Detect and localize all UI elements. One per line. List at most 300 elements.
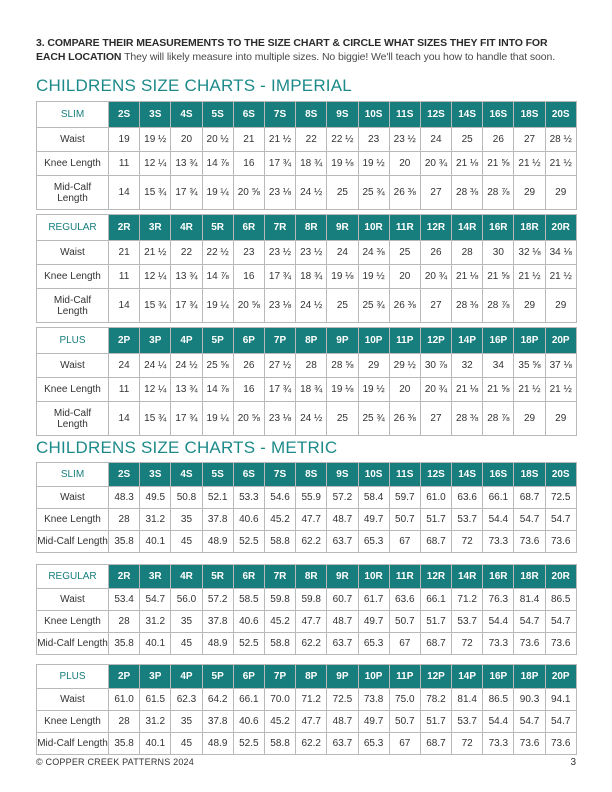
measurement-value: 62.2 [296, 733, 327, 755]
measurement-value: 66.1 [420, 589, 451, 611]
measurement-value: 58.5 [233, 589, 264, 611]
measurement-value: 72 [452, 733, 483, 755]
size-header-8r: 8R [296, 215, 327, 241]
measurement-value: 14 [109, 176, 140, 210]
measurement-value: 57.2 [327, 487, 358, 509]
size-header-14s: 14S [452, 102, 483, 128]
size-header-11s: 11S [389, 463, 420, 487]
size-header-8p: 8P [296, 328, 327, 354]
imperial-regular-table [36, 214, 577, 323]
measurement-value: 48.9 [202, 733, 233, 755]
measurement-value: 73.6 [514, 531, 545, 553]
measurement-value: 45.2 [264, 711, 295, 733]
measurement-value: 27 [420, 176, 451, 210]
measurement-value: 19 ½ [358, 378, 389, 402]
size-header-11r: 11R [389, 565, 420, 589]
measurement-value: 54.7 [545, 509, 576, 531]
metric-section-title: CHILDRENS SIZE CHARTS - METRIC [36, 438, 338, 457]
metric-regular-table [36, 564, 577, 655]
measurement-value: 14 [109, 402, 140, 436]
size-header-4r: 4R [171, 215, 202, 241]
measurement-row [37, 733, 577, 755]
measurement-value: 54.4 [483, 509, 514, 531]
measurement-value: 28 [109, 711, 140, 733]
size-header-4r: 4R [171, 565, 202, 589]
measurement-value: 52.1 [202, 487, 233, 509]
size-header-16s: 16S [483, 463, 514, 487]
measurement-value: 27 [420, 402, 451, 436]
size-header-11s: 11S [389, 102, 420, 128]
measurement-value: 19 ½ [358, 152, 389, 176]
measurement-value: 26 [233, 354, 264, 378]
measurement-value: 19 ¼ [202, 289, 233, 323]
measurement-value: 64.2 [202, 689, 233, 711]
measurement-value: 29 [514, 402, 545, 436]
measurement-value: 24 ⅜ [358, 241, 389, 265]
measurement-value: 15 ¾ [140, 176, 171, 210]
size-header-7r: 7R [264, 215, 295, 241]
measurement-row [37, 611, 577, 633]
measurement-value: 58.8 [264, 531, 295, 553]
measurement-value: 20 [389, 152, 420, 176]
measurement-value: 21 [233, 128, 264, 152]
measurement-value: 19 [109, 128, 140, 152]
measurement-value: 37 ⅛ [545, 354, 576, 378]
size-header-2r: 2R [109, 215, 140, 241]
size-header-row [37, 215, 577, 241]
size-header-6s: 6S [233, 463, 264, 487]
measurement-row [37, 265, 577, 289]
imperial-plus-table [36, 327, 577, 436]
measurement-value: 54.4 [483, 611, 514, 633]
measurement-value: 34 ⅛ [545, 241, 576, 265]
measurement-value: 28 ⅝ [327, 354, 358, 378]
measurement-value: 73.6 [514, 733, 545, 755]
size-header-20r: 20R [545, 215, 576, 241]
measurement-value: 35 [171, 509, 202, 531]
measurement-value: 29 [514, 176, 545, 210]
measurement-value: 21 ½ [545, 378, 576, 402]
measurement-value: 20 ¾ [420, 152, 451, 176]
size-header-10r: 10R [358, 565, 389, 589]
measurement-row [37, 633, 577, 655]
measurement-value: 73.3 [483, 531, 514, 553]
size-header-10r: 10R [358, 215, 389, 241]
size-header-5r: 5R [202, 215, 233, 241]
measurement-value: 61.0 [420, 487, 451, 509]
size-header-3p: 3P [140, 665, 171, 689]
measurement-value: 21 [109, 241, 140, 265]
measurement-row [37, 711, 577, 733]
measurement-value: 35 [171, 711, 202, 733]
measurement-value: 20 ⅝ [233, 402, 264, 436]
measurement-row [37, 241, 577, 265]
measurement-value: 11 [109, 152, 140, 176]
measurement-value: 73.8 [358, 689, 389, 711]
size-header-4p: 4P [171, 665, 202, 689]
measurement-value: 34 [483, 354, 514, 378]
measurement-value: 22 [171, 241, 202, 265]
size-header-12p: 12P [420, 665, 451, 689]
measurement-value: 62.2 [296, 633, 327, 655]
measurement-value: 24 ¼ [140, 354, 171, 378]
measurement-value: 21 ⅛ [452, 265, 483, 289]
measurement-value: 23 ½ [389, 128, 420, 152]
measurement-value: 50.8 [171, 487, 202, 509]
measurement-value: 54.6 [264, 487, 295, 509]
size-header-10s: 10S [358, 102, 389, 128]
measurement-value: 26 [420, 241, 451, 265]
measurement-value: 90.3 [514, 689, 545, 711]
measurement-value: 37.8 [202, 611, 233, 633]
measurement-value: 29 [545, 402, 576, 436]
size-header-12r: 12R [420, 565, 451, 589]
measurement-value: 61.0 [109, 689, 140, 711]
measurement-value: 52.5 [233, 633, 264, 655]
measurement-value: 45.2 [264, 611, 295, 633]
measurement-value: 58.8 [264, 733, 295, 755]
measurement-value: 40.6 [233, 509, 264, 531]
measurement-value: 28 [109, 611, 140, 633]
instruction-paragraph [36, 36, 576, 64]
measurement-label: Knee Length [37, 509, 109, 531]
measurement-value: 35 ⅝ [514, 354, 545, 378]
size-header-16p: 16P [483, 328, 514, 354]
size-header-16s: 16S [483, 102, 514, 128]
instruction-heading: 3. COMPARE THEIR MEASUREMENTS TO THE SIZE CHART & CIRCLE WHAT SIZES THEY FIT INTO FOR EACH LOCATION [36, 37, 548, 63]
measurement-row [37, 128, 577, 152]
measurement-value: 68.7 [420, 531, 451, 553]
measurement-value: 11 [109, 378, 140, 402]
size-header-18r: 18R [514, 565, 545, 589]
measurement-value: 54.7 [545, 611, 576, 633]
measurement-value: 30 [483, 241, 514, 265]
fit-label: REGULAR [37, 565, 109, 589]
measurement-value: 86.5 [483, 689, 514, 711]
measurement-value: 17 ¾ [171, 289, 202, 323]
measurement-value: 47.7 [296, 711, 327, 733]
measurement-value: 25 [389, 241, 420, 265]
measurement-value: 54.7 [140, 589, 171, 611]
measurement-row [37, 509, 577, 531]
measurement-label: Knee Length [37, 152, 109, 176]
measurement-label: Knee Length [37, 611, 109, 633]
measurement-label: Mid-Calf Length [37, 289, 109, 323]
measurement-value: 19 ¼ [202, 402, 233, 436]
measurement-value: 21 ½ [264, 128, 295, 152]
measurement-label: Waist [37, 689, 109, 711]
measurement-value: 66.1 [233, 689, 264, 711]
measurement-value: 26 ⅜ [389, 402, 420, 436]
measurement-value: 20 ¾ [420, 265, 451, 289]
size-header-11p: 11P [389, 665, 420, 689]
measurement-value: 50.7 [389, 509, 420, 531]
measurement-value: 21 ⅝ [483, 152, 514, 176]
measurement-value: 58.8 [264, 633, 295, 655]
fit-label: PLUS [37, 665, 109, 689]
measurement-value: 40.6 [233, 611, 264, 633]
measurement-value: 25 [327, 289, 358, 323]
size-header-7s: 7S [264, 463, 295, 487]
measurement-value: 57.2 [202, 589, 233, 611]
measurement-value: 65.3 [358, 733, 389, 755]
measurement-value: 49.7 [358, 509, 389, 531]
measurement-value: 61.5 [140, 689, 171, 711]
measurement-value: 65.3 [358, 633, 389, 655]
measurement-value: 29 [545, 289, 576, 323]
measurement-value: 25 [327, 176, 358, 210]
size-header-11r: 11R [389, 215, 420, 241]
measurement-value: 24 ½ [296, 402, 327, 436]
measurement-value: 17 ¾ [171, 402, 202, 436]
size-header-18r: 18R [514, 215, 545, 241]
measurement-value: 53.7 [452, 711, 483, 733]
measurement-value: 67 [389, 633, 420, 655]
measurement-value: 62.3 [171, 689, 202, 711]
measurement-value: 51.7 [420, 711, 451, 733]
measurement-value: 14 ⅞ [202, 265, 233, 289]
fit-label: REGULAR [37, 215, 109, 241]
imperial-section-title: CHILDRENS SIZE CHARTS - IMPERIAL [36, 76, 352, 95]
measurement-value: 23 [233, 241, 264, 265]
measurement-value: 23 ½ [264, 241, 295, 265]
measurement-value: 17 ¾ [264, 265, 295, 289]
measurement-value: 28 ⅜ [452, 176, 483, 210]
measurement-value: 13 ¾ [171, 265, 202, 289]
measurement-value: 32 [452, 354, 483, 378]
measurement-value: 48.7 [327, 611, 358, 633]
size-header-7p: 7P [264, 328, 295, 354]
size-header-2p: 2P [109, 665, 140, 689]
measurement-value: 25 ¾ [358, 402, 389, 436]
size-header-3r: 3R [140, 215, 171, 241]
measurement-value: 22 ½ [202, 241, 233, 265]
size-header-8s: 8S [296, 102, 327, 128]
measurement-label: Knee Length [37, 711, 109, 733]
measurement-value: 48.3 [109, 487, 140, 509]
size-header-row [37, 665, 577, 689]
size-header-4s: 4S [171, 463, 202, 487]
size-header-14r: 14R [452, 565, 483, 589]
measurement-row [37, 531, 577, 553]
measurement-value: 26 ⅜ [389, 176, 420, 210]
measurement-value: 68.7 [420, 733, 451, 755]
measurement-label: Mid-Calf Length [37, 176, 109, 210]
size-header-8r: 8R [296, 565, 327, 589]
measurement-label: Knee Length [37, 265, 109, 289]
size-header-20r: 20R [545, 565, 576, 589]
size-header-row [37, 328, 577, 354]
measurement-value: 25 [452, 128, 483, 152]
measurement-value: 53.7 [452, 611, 483, 633]
measurement-value: 73.6 [545, 531, 576, 553]
measurement-value: 21 ⅝ [483, 378, 514, 402]
measurement-value: 32 ⅛ [514, 241, 545, 265]
measurement-value: 35.8 [109, 733, 140, 755]
measurement-value: 72 [452, 633, 483, 655]
size-header-14p: 14P [452, 328, 483, 354]
measurement-value: 49.7 [358, 711, 389, 733]
measurement-value: 59.8 [296, 589, 327, 611]
measurement-value: 54.7 [514, 611, 545, 633]
measurement-value: 24 ½ [296, 289, 327, 323]
measurement-value: 45.2 [264, 509, 295, 531]
measurement-value: 54.7 [545, 711, 576, 733]
measurement-value: 40.1 [140, 733, 171, 755]
measurement-value: 26 ⅜ [389, 289, 420, 323]
measurement-value: 24 ½ [171, 354, 202, 378]
measurement-value: 17 ¾ [264, 378, 295, 402]
measurement-value: 13 ¾ [171, 378, 202, 402]
imperial-slim-table [36, 101, 577, 210]
measurement-label: Waist [37, 241, 109, 265]
measurement-value: 73.3 [483, 633, 514, 655]
size-header-4p: 4P [171, 328, 202, 354]
measurement-row [37, 487, 577, 509]
measurement-value: 50.7 [389, 611, 420, 633]
measurement-value: 45 [171, 531, 202, 553]
measurement-value: 48.9 [202, 633, 233, 655]
measurement-value: 65.3 [358, 531, 389, 553]
size-header-20p: 20P [545, 665, 576, 689]
measurement-value: 21 ½ [545, 152, 576, 176]
size-header-11p: 11P [389, 328, 420, 354]
measurement-label: Mid-Calf Length [37, 531, 109, 553]
measurement-value: 28 [452, 241, 483, 265]
measurement-value: 14 ⅞ [202, 152, 233, 176]
size-header-7r: 7R [264, 565, 295, 589]
size-header-8p: 8P [296, 665, 327, 689]
measurement-value: 12 ¼ [140, 152, 171, 176]
measurement-row [37, 354, 577, 378]
measurement-label: Waist [37, 128, 109, 152]
measurement-row [37, 689, 577, 711]
size-header-9s: 9S [327, 463, 358, 487]
measurement-value: 17 ¾ [171, 176, 202, 210]
measurement-value: 11 [109, 265, 140, 289]
measurement-value: 19 ⅛ [327, 152, 358, 176]
measurement-value: 54.7 [514, 711, 545, 733]
size-header-3r: 3R [140, 565, 171, 589]
measurement-value: 29 [358, 354, 389, 378]
measurement-value: 75.0 [389, 689, 420, 711]
measurement-value: 30 ⅞ [420, 354, 451, 378]
measurement-value: 73.6 [545, 633, 576, 655]
measurement-value: 73.6 [545, 733, 576, 755]
measurement-value: 53.4 [109, 589, 140, 611]
size-header-20p: 20P [545, 328, 576, 354]
measurement-value: 19 ⅛ [327, 378, 358, 402]
measurement-value: 29 ½ [389, 354, 420, 378]
measurement-value: 28 ⅞ [483, 402, 514, 436]
size-header-18s: 18S [514, 463, 545, 487]
measurement-value: 40.6 [233, 711, 264, 733]
size-header-14r: 14R [452, 215, 483, 241]
measurement-label: Mid-Calf Length [37, 402, 109, 436]
fit-label: SLIM [37, 102, 109, 128]
measurement-value: 24 ½ [296, 176, 327, 210]
size-header-5p: 5P [202, 328, 233, 354]
measurement-value: 86.5 [545, 589, 576, 611]
measurement-value: 27 [514, 128, 545, 152]
measurement-value: 60.7 [327, 589, 358, 611]
measurement-value: 73.6 [514, 633, 545, 655]
measurement-value: 63.6 [452, 487, 483, 509]
measurement-value: 40.1 [140, 633, 171, 655]
measurement-value: 50.7 [389, 711, 420, 733]
measurement-value: 28 ⅞ [483, 289, 514, 323]
size-header-9r: 9R [327, 565, 358, 589]
measurement-value: 18 ¾ [296, 152, 327, 176]
size-header-16r: 16R [483, 565, 514, 589]
measurement-value: 55.9 [296, 487, 327, 509]
size-header-10s: 10S [358, 463, 389, 487]
measurement-value: 16 [233, 378, 264, 402]
measurement-value: 62.2 [296, 531, 327, 553]
measurement-value: 66.1 [483, 487, 514, 509]
measurement-value: 31.2 [140, 711, 171, 733]
measurement-value: 25 ⅝ [202, 354, 233, 378]
measurement-value: 52.5 [233, 733, 264, 755]
measurement-value: 51.7 [420, 611, 451, 633]
measurement-label: Waist [37, 487, 109, 509]
size-header-16p: 16P [483, 665, 514, 689]
measurement-value: 67 [389, 733, 420, 755]
measurement-value: 48.9 [202, 531, 233, 553]
size-header-16r: 16R [483, 215, 514, 241]
measurement-value: 14 ⅞ [202, 378, 233, 402]
measurement-value: 19 ½ [358, 265, 389, 289]
measurement-value: 51.7 [420, 509, 451, 531]
measurement-row [37, 589, 577, 611]
measurement-value: 31.2 [140, 509, 171, 531]
measurement-value: 23 ⅛ [264, 289, 295, 323]
size-header-3s: 3S [140, 463, 171, 487]
measurement-value: 23 ⅛ [264, 402, 295, 436]
measurement-row [37, 152, 577, 176]
measurement-value: 21 ½ [514, 152, 545, 176]
measurement-value: 21 ½ [514, 378, 545, 402]
measurement-value: 68.7 [420, 633, 451, 655]
size-header-5s: 5S [202, 463, 233, 487]
measurement-value: 21 ½ [545, 265, 576, 289]
measurement-value: 22 [296, 128, 327, 152]
measurement-value: 21 ⅛ [452, 152, 483, 176]
size-header-14s: 14S [452, 463, 483, 487]
measurement-label: Mid-Calf Length [37, 633, 109, 655]
measurement-value: 48.7 [327, 711, 358, 733]
measurement-row [37, 176, 577, 210]
measurement-value: 24 [109, 354, 140, 378]
measurement-value: 14 [109, 289, 140, 323]
measurement-value: 20 ⅝ [233, 176, 264, 210]
measurement-value: 28 [296, 354, 327, 378]
size-header-2r: 2R [109, 565, 140, 589]
measurement-value: 12 ¼ [140, 378, 171, 402]
copyright-footer: © COPPER CREEK PATTERNS 2024 [36, 757, 194, 767]
measurement-value: 25 ¾ [358, 289, 389, 323]
measurement-value: 63.6 [389, 589, 420, 611]
measurement-value: 72 [452, 531, 483, 553]
measurement-value: 25 ¾ [358, 176, 389, 210]
measurement-value: 20 [389, 378, 420, 402]
measurement-value: 71.2 [452, 589, 483, 611]
measurement-value: 16 [233, 265, 264, 289]
metric-plus-table [36, 664, 577, 755]
size-header-9r: 9R [327, 215, 358, 241]
size-header-row [37, 463, 577, 487]
measurement-value: 56.0 [171, 589, 202, 611]
